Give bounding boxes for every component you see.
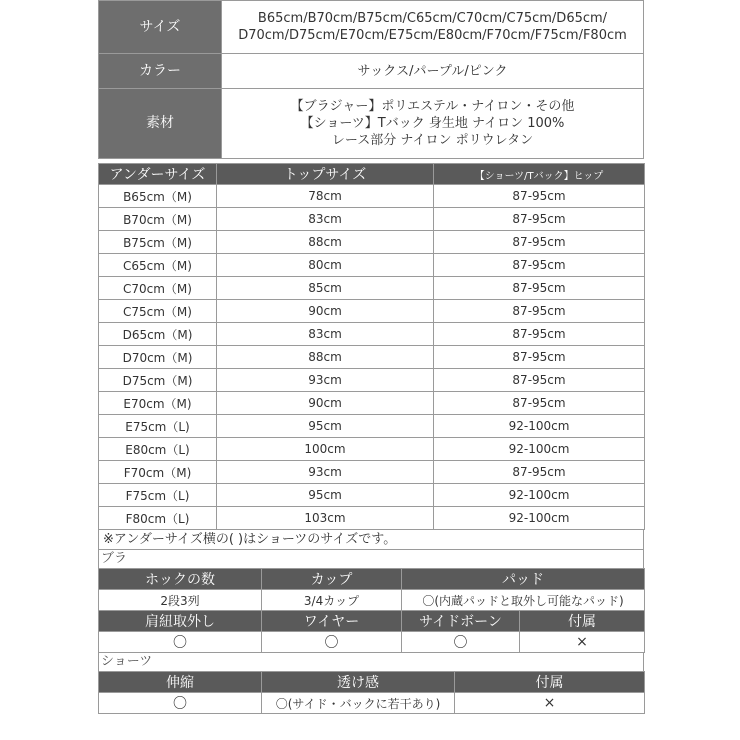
hip-cell: 87-95cm — [434, 300, 645, 323]
hip-cell: 92-100cm — [434, 484, 645, 507]
under-size-cell: D65cm（M) — [99, 323, 217, 346]
top-size-cell: 80cm — [217, 254, 434, 277]
top-size-cell: 83cm — [217, 323, 434, 346]
under-size-cell: B65cm（M) — [99, 185, 217, 208]
hip-cell: 87-95cm — [434, 185, 645, 208]
bra-section-label: ブラ — [98, 550, 644, 568]
under-size-cell: D75cm（M) — [99, 369, 217, 392]
under-size-cell: E80cm（L) — [99, 438, 217, 461]
under-size-cell: C75cm（M) — [99, 300, 217, 323]
under-size-cell: E70cm（M) — [99, 392, 217, 415]
hip-cell: 87-95cm — [434, 461, 645, 484]
hip-cell: 87-95cm — [434, 277, 645, 300]
material-line3: レース部分 ナイロン ポリウレタン — [331, 133, 534, 148]
under-size-cell: F75cm（L) — [99, 484, 217, 507]
bra-header-row-2 — [99, 611, 645, 632]
table-row — [99, 507, 645, 530]
under-size-cell: C70cm（M) — [99, 277, 217, 300]
under-size-cell: E75cm（L) — [99, 415, 217, 438]
size-table — [98, 163, 645, 530]
hip-cell: 87-95cm — [434, 231, 645, 254]
spec-table — [98, 0, 644, 159]
under-size-cell: B75cm（M) — [99, 231, 217, 254]
table-row — [99, 300, 645, 323]
shorts-section-label: ショーツ — [98, 653, 644, 671]
table-row — [99, 484, 645, 507]
size-table-header — [99, 164, 645, 185]
top-size-cell: 93cm — [217, 369, 434, 392]
size-value-line2: D70cm/D75cm/E70cm/E75cm/E80cm/F70cm/F75cm/F80cm — [238, 28, 627, 43]
table-row — [99, 392, 645, 415]
hip-cell: 87-95cm — [434, 392, 645, 415]
header-wire: ワイヤー — [262, 611, 402, 632]
top-size-cell: 95cm — [217, 484, 434, 507]
top-size-cell: 85cm — [217, 277, 434, 300]
header-hooks: ホックの数 — [99, 569, 262, 590]
header-accessory: 付属 — [520, 611, 645, 632]
hip-cell: 87-95cm — [434, 208, 645, 231]
value-wire: 〇 — [262, 632, 402, 653]
hip-cell: 92-100cm — [434, 438, 645, 461]
table-row — [99, 346, 645, 369]
top-size-cell: 90cm — [217, 300, 434, 323]
hip-cell: 87-95cm — [434, 323, 645, 346]
top-size-cell: 83cm — [217, 208, 434, 231]
under-size-cell: B70cm（M) — [99, 208, 217, 231]
bra-value-row-1 — [99, 590, 645, 611]
top-size-cell: 93cm — [217, 461, 434, 484]
value-sheer: 〇(サイド・バックに若干あり) — [262, 693, 455, 714]
size-value-line1: B65cm/B70cm/B75cm/C65cm/C70cm/C75cm/D65cm/ — [257, 11, 608, 26]
material-line2: 【ショーツ】Tバック 身生地 ナイロン 100% — [300, 116, 565, 131]
bra-table — [98, 568, 645, 653]
value-stretch: 〇 — [99, 693, 262, 714]
top-size-cell: 95cm — [217, 415, 434, 438]
hip-cell: 87-95cm — [434, 369, 645, 392]
top-size-cell: 90cm — [217, 392, 434, 415]
value-shorts-accessory: × — [455, 693, 645, 714]
hip-cell: 87-95cm — [434, 254, 645, 277]
size-label: サイズ — [99, 1, 222, 54]
shorts-header-row — [99, 672, 645, 693]
value-cup: 3/4カップ — [262, 590, 402, 611]
table-row — [99, 461, 645, 484]
table-row — [99, 277, 645, 300]
product-spec-sheet — [98, 0, 644, 714]
value-hooks: 2段3列 — [99, 590, 262, 611]
color-value: サックス/パープル/ピンク — [222, 54, 644, 89]
hip-cell: 87-95cm — [434, 346, 645, 369]
material-line1: 【ブラジャー】ポリエステル・ナイロン・その他 — [290, 99, 575, 114]
top-size-cell: 103cm — [217, 507, 434, 530]
material-label: 素材 — [99, 89, 222, 159]
hip-cell: 92-100cm — [434, 507, 645, 530]
hip-cell: 92-100cm — [434, 415, 645, 438]
top-size-cell: 78cm — [217, 185, 434, 208]
under-size-cell: C65cm（M) — [99, 254, 217, 277]
header-strap-removable: 肩紐取外し — [99, 611, 262, 632]
spec-row-material — [99, 89, 644, 159]
spec-row-color — [99, 54, 644, 89]
under-size-cell: D70cm（M) — [99, 346, 217, 369]
header-pad: パッド — [402, 569, 645, 590]
bra-value-row-2 — [99, 632, 645, 653]
table-row — [99, 254, 645, 277]
top-size-cell: 88cm — [217, 231, 434, 254]
material-value — [222, 89, 644, 159]
top-size-cell: 100cm — [217, 438, 434, 461]
shorts-table — [98, 671, 645, 714]
header-sheer: 透け感 — [262, 672, 455, 693]
under-size-cell: F70cm（M) — [99, 461, 217, 484]
table-row — [99, 323, 645, 346]
table-row — [99, 185, 645, 208]
table-row — [99, 438, 645, 461]
header-cup: カップ — [262, 569, 402, 590]
table-row — [99, 208, 645, 231]
table-row — [99, 231, 645, 254]
size-table-body — [99, 185, 645, 530]
header-shorts-accessory: 付属 — [455, 672, 645, 693]
under-size-cell: F80cm（L) — [99, 507, 217, 530]
header-side-bone: サイドボーン — [402, 611, 520, 632]
shorts-value-row — [99, 693, 645, 714]
header-top-size: トップサイズ — [217, 164, 434, 185]
header-under-size: アンダーサイズ — [99, 164, 217, 185]
color-label: カラー — [99, 54, 222, 89]
spec-row-size — [99, 1, 644, 54]
header-stretch: 伸縮 — [99, 672, 262, 693]
value-pad: 〇(内蔵パッドと取外し可能なパッド) — [402, 590, 645, 611]
value-strap-removable: 〇 — [99, 632, 262, 653]
value-accessory: × — [520, 632, 645, 653]
size-note: ※アンダーサイズ横の( )はショーツのサイズです。 — [98, 530, 644, 550]
table-row — [99, 369, 645, 392]
header-hip: 【ショーツ/Tバック】ヒップ — [434, 164, 645, 185]
table-row — [99, 415, 645, 438]
value-side-bone: 〇 — [402, 632, 520, 653]
size-value — [222, 1, 644, 54]
top-size-cell: 88cm — [217, 346, 434, 369]
bra-header-row-1 — [99, 569, 645, 590]
